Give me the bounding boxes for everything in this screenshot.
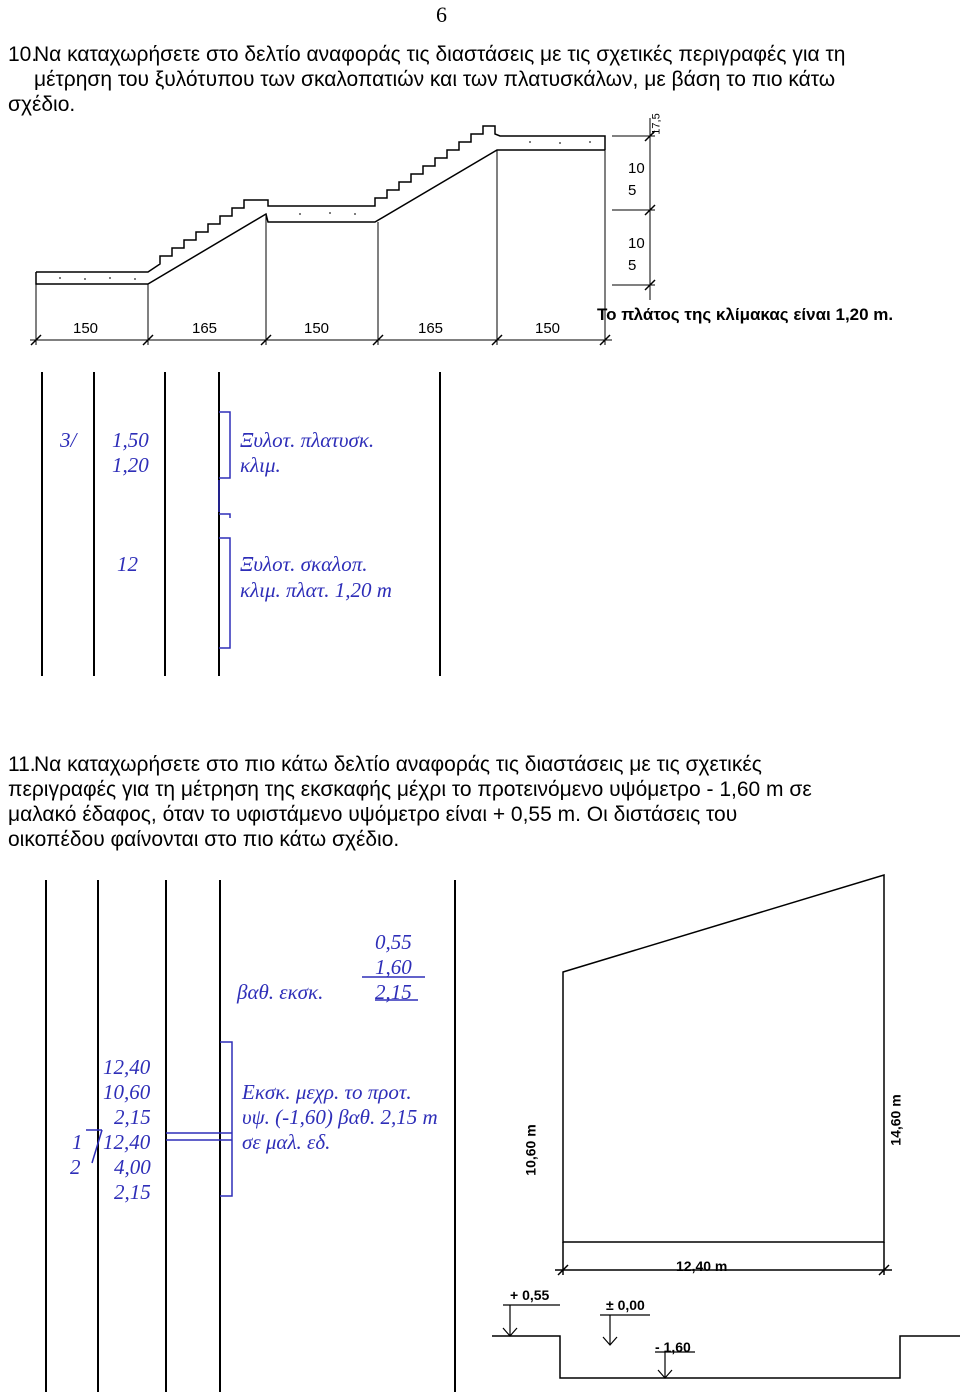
ground-profile [492, 1336, 960, 1378]
plot-outline [563, 875, 884, 1242]
page-number: 6 [436, 2, 447, 27]
sheet10-desc-1a: Ξυλοτ. πλατυσκ. [240, 428, 375, 452]
calc-value-2: 1,60 [375, 955, 412, 979]
plot-bottom-label: 12,40 m [676, 1258, 728, 1274]
level-existing: + 0,55 [510, 1287, 550, 1303]
plot-left-side-label: 10,60 m [522, 1124, 539, 1176]
sheet10-desc-1b: κλιμ. [240, 453, 281, 477]
sheet11-desc-1: Εκσκ. μεχρ. το προτ. [242, 1080, 412, 1104]
q11-line-1: 11.Να καταχωρήσετε στο πιο κάτω δελτίο αναφοράς τις διαστάσεις με τις σχετικές [8, 753, 762, 776]
q10-line-3: σχέδιο. [8, 93, 76, 116]
sheet10-desc-2b: κλιμ. πλατ. 1,20 m [240, 578, 392, 602]
stair-right-dim-2: 5 [628, 182, 637, 199]
stair-right-dim-3: 10 [628, 235, 645, 252]
stair-bottom-dim-2: 165 [192, 320, 218, 337]
sheet10-times: 3/ [60, 428, 77, 452]
stair-right-dim-4: 5 [628, 257, 637, 274]
q11-line-3: μαλακό έδαφος, όταν το υφιστάμενο υψόμετρο είναι + 0,55 m. Οι διστάσεις του [8, 803, 738, 826]
plot-right-side-label: 14,60 m [887, 1094, 904, 1146]
q11-number: 11. [8, 753, 36, 776]
q10-number: 10. [8, 43, 38, 66]
calc-value-1: 0,55 [375, 930, 412, 954]
sheet10-dim-2: 1,20 [112, 453, 149, 477]
sheet10-dim-1: 1,50 [112, 428, 149, 452]
calc-value-3: 2,15 [375, 980, 412, 1004]
stair-bottom-dim-1: 150 [73, 320, 99, 337]
stair-bottom-dim-3: 150 [304, 320, 330, 337]
sheet11-dim-3: 2,15 [114, 1105, 151, 1129]
level-zero: ± 0,00 [606, 1297, 645, 1313]
sheet11-dim-6: 2,15 [114, 1180, 151, 1204]
sheet10-dim-3: 12 [117, 552, 138, 576]
sheet11-frac-den: 2 [70, 1155, 81, 1179]
level-proposed: - 1,60 [655, 1339, 691, 1355]
sheet11-dim-4: 12,40 [103, 1130, 151, 1154]
stair-right-dim-1: 10 [628, 160, 645, 177]
stair-bottom-dim-4: 165 [418, 320, 444, 337]
q11-line-2: περιγραφές για τη μέτρηση της εκσκαφής μέχρι το προτεινόμενο υψόμετρο - 1,60 m σε [8, 778, 812, 801]
sheet10-desc-2a: Ξυλοτ. σκαλοπ. [240, 552, 368, 576]
sheet11-dim-2: 10,60 [103, 1080, 151, 1104]
sheet11-desc-3: σε μαλ. εδ. [242, 1130, 331, 1154]
q10-line-2: μέτρηση του ξυλότυπου των σκαλοπατιών και των πλατυσκάλων, με βάση το πιο κάτω [34, 68, 836, 91]
q11-line-4: οικοπέδου φαίνονται στο πιο κάτω σχέδιο. [8, 828, 400, 851]
stair-bottom-dim-5: 150 [535, 320, 561, 337]
sheet11-dim-5: 4,00 [114, 1155, 151, 1179]
calc-label: βαθ. εκσκ. [237, 980, 324, 1004]
q10-line-1: 10.Να καταχωρήσετε στο δελτίο αναφοράς τις διαστάσεις με τις σχετικές περιγραφές για τη [8, 43, 846, 66]
stair-width-note: Το πλάτος της κλίμακας είναι 1,20 m. [597, 305, 894, 324]
sheet11-frac-num: 1 [72, 1130, 83, 1154]
sheet11-dim-1: 12,40 [103, 1055, 151, 1079]
stair-top-dim: 17,5 [650, 113, 663, 135]
sheet11-desc-2: υψ. (-1,60) βαθ. 2,15 m [242, 1105, 438, 1129]
